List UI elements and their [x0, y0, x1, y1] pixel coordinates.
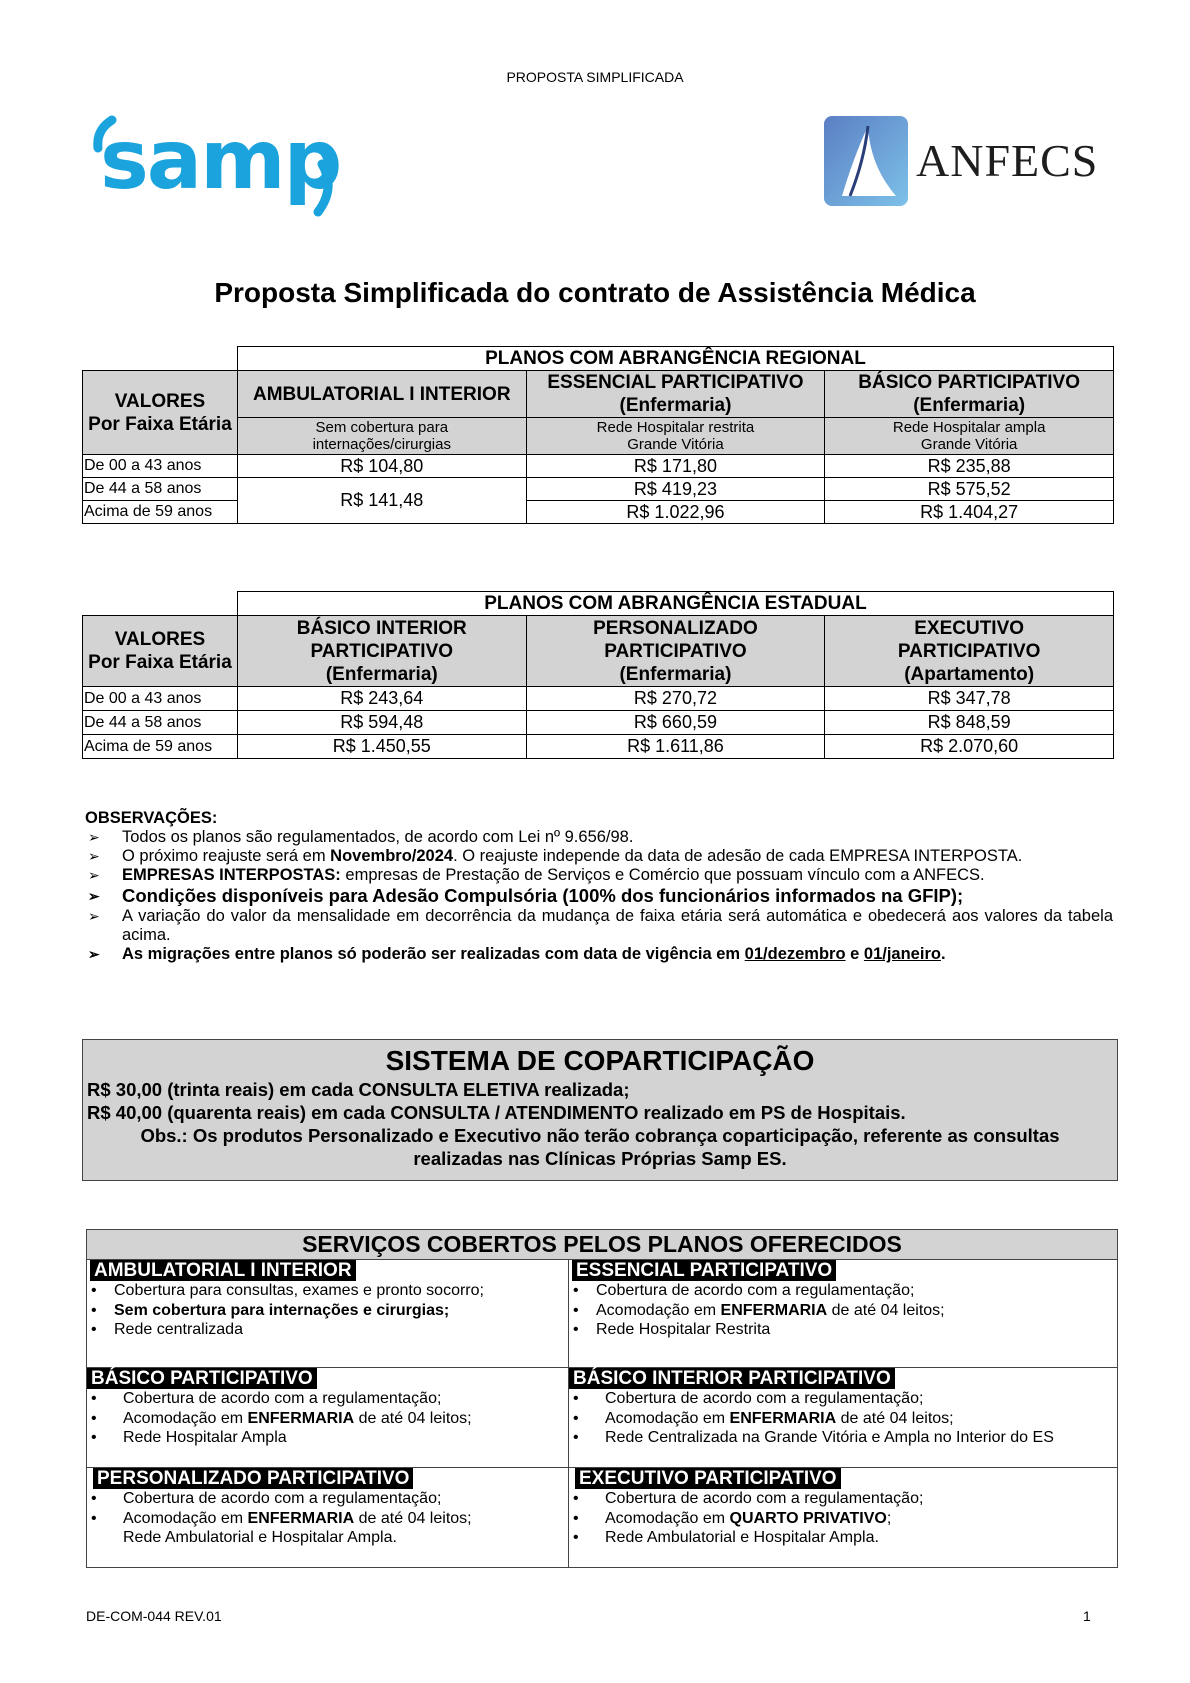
list-item: • Acomodação em ENFERMARIA de até 04 leitos;	[573, 1301, 945, 1319]
list-item: • Cobertura de acordo com a regulamentação;	[573, 1490, 924, 1507]
regional-table-title: PLANOS COM ABRANGÊNCIA REGIONAL	[237, 347, 1113, 371]
service-executivo: EXECUTIVO PARTICIPATIVO • Cobertura de acordo com a regulamentação; • Acomodação em QUARTO PRIVATIVO; • Rede Ambulatorial e Hospitalar Ampla.	[569, 1467, 1117, 1567]
plan-header-basico-interior: BÁSICO INTERIOR PARTICIPATIVO (Enfermaria)	[237, 616, 526, 687]
obs-item: ➢ A variação do valor da mensalidade em decorrência da mudança de faixa etária será automática e obedecerá aos valores da tabela acima.	[88, 907, 1113, 944]
obs-item: ➢ EMPRESAS INTERPOSTAS: empresas de Prestação de Serviços e Comércio que possuam vínculo com a ANFECS.	[88, 866, 985, 884]
service-basico: BÁSICO PARTICIPATIVO • Cobertura de acordo com a regulamentação; • Acomodação em ENFERMARIA de até 04 leitos; • Rede Hospitalar Ampla	[87, 1367, 569, 1467]
list-item: Rede Ambulatorial e Hospitalar Ampla.	[123, 1529, 397, 1546]
samp-wordmark: samp	[100, 113, 341, 208]
list-item: • Acomodação em ENFERMARIA de até 04 leitos;	[573, 1409, 954, 1427]
table-row: Acima de 59 anos R$ 1.022,96 R$ 1.404,27	[83, 501, 1114, 524]
list-item: • Sem cobertura para internações e cirurgias;	[91, 1301, 450, 1319]
plan-header-ambulatorial: AMBULATORIAL I INTERIOR	[237, 371, 526, 418]
table-row: Acima de 59 anos R$ 1.450,55 R$ 1.611,86 R$ 2.070,60	[83, 735, 1114, 759]
dot-bullet-icon: •	[573, 1390, 579, 1407]
list-item: • Acomodação em ENFERMARIA de até 04 leitos;	[91, 1509, 472, 1527]
arrow-bullet-icon: ➢	[88, 888, 100, 904]
plan-sub-ambulatorial: Sem cobertura para internações/cirurgias	[237, 418, 526, 455]
dot-bullet-icon: •	[91, 1429, 97, 1446]
table-row: De 00 a 43 anos R$ 104,80 R$ 171,80 R$ 235,88	[83, 455, 1114, 478]
list-item: • Cobertura de acordo com a regulamentação;	[573, 1390, 924, 1407]
arrow-bullet-icon: ➢	[88, 867, 100, 883]
dot-bullet-icon: •	[91, 1490, 97, 1507]
list-item: • Rede Hospitalar Ampla	[91, 1429, 287, 1446]
main-title: Proposta Simplificada do contrato de Assistência Médica	[214, 277, 976, 308]
arrow-bullet-icon: ➢	[88, 908, 100, 924]
anfecs-emblem-icon	[824, 116, 908, 206]
list-item: • Rede Ambulatorial e Hospitalar Ampla.	[573, 1529, 879, 1546]
dot-bullet-icon: •	[91, 1509, 97, 1527]
observacoes-title: OBSERVAÇÕES:	[85, 809, 218, 827]
plan-header-personalizado: PERSONALIZADO PARTICIPATIVO (Enfermaria)	[526, 616, 825, 687]
observacoes-section	[85, 809, 1113, 964]
dot-bullet-icon: •	[573, 1509, 579, 1527]
obs-item: ➢ Todos os planos são regulamentados, de acordo com Lei nº 9.656/98.	[88, 828, 634, 846]
regional-plans-table	[82, 346, 1114, 524]
dot-bullet-icon: •	[91, 1409, 97, 1427]
table-row: De 00 a 43 anos R$ 243,64 R$ 270,72 R$ 347,78	[83, 687, 1114, 711]
obs-item: ➢ As migrações entre planos só poderão ser realizadas com data de vigência em 01/dezembro e 01/janeiro.	[88, 945, 946, 963]
arrow-bullet-icon: ➢	[88, 848, 100, 864]
anfecs-logo	[824, 116, 1110, 206]
copart-obs: Obs.: Os produtos Personalizado e Executivo não terão cobrança coparticipação, referente as consultas realizadas nas Clínicas Próprias Samp ES.	[140, 1125, 1060, 1169]
plan-sub-basico: Rede Hospitalar ampla Grande Vitória	[825, 418, 1114, 455]
coparticipacao-box	[82, 1039, 1118, 1181]
servicos-title: SERVIÇOS COBERTOS PELOS PLANOS OFERECIDOS	[87, 1230, 1117, 1260]
table-row: De 44 a 58 anos R$ 594,48 R$ 660,59 R$ 848,59	[83, 711, 1114, 735]
service-basico-interior: BÁSICO INTERIOR PARTICIPATIVO • Cobertura de acordo com a regulamentação; • Acomodação em ENFERMARIA de até 04 leitos; • Rede Centralizada na Grande Vitória e Ampla no Interior do ES	[569, 1367, 1117, 1467]
service-essencial: ESSENCIAL PARTICIPATIVO • Cobertura de acordo com a regulamentação; • Acomodação em ENFERMARIA de até 04 leitos; • Rede Hospitalar Restrita	[569, 1260, 1117, 1367]
page-number: 1	[1083, 1608, 1091, 1624]
service-personalizado: PERSONALIZADO PARTICIPATIVO • Cobertura de acordo com a regulamentação; • Acomodação em ENFERMARIA de até 04 leitos; Rede Ambulatorial e Hospitalar Ampla.	[87, 1467, 569, 1567]
list-item: • Cobertura de acordo com a regulamentação;	[91, 1390, 442, 1407]
dot-bullet-icon: •	[573, 1429, 579, 1446]
list-item: • Acomodação em QUARTO PRIVATIVO;	[573, 1509, 892, 1527]
plan-header-essencial: ESSENCIAL PARTICIPATIVO (Enfermaria)	[526, 371, 825, 418]
list-item: • Rede Centralizada na Grande Vitória e Ampla no Interior do ES	[573, 1429, 1054, 1446]
dot-bullet-icon: •	[573, 1321, 579, 1338]
obs-item: ➢ O próximo reajuste será em Novembro/2024. O reajuste independe da data de adesão de cada EMPRESA INTERPOSTA.	[88, 847, 1023, 865]
copart-line: R$ 30,00 (trinta reais) em cada CONSULTA ELETIVA realizada;	[87, 1079, 630, 1100]
servicos-section	[86, 1229, 1118, 1568]
list-item: • Rede centralizada	[91, 1321, 243, 1338]
list-item: • Cobertura para consultas, exames e pronto socorro;	[91, 1282, 484, 1299]
dot-bullet-icon: •	[573, 1409, 579, 1427]
service-ambulatorial: AMBULATORIAL I INTERIOR • Cobertura para consultas, exames e pronto socorro; • Sem cobertura para internações e cirurgias; • Rede centralizada	[87, 1260, 569, 1367]
document-header: PROPOSTA SIMPLIFICADA	[506, 69, 684, 85]
list-item: • Acomodação em ENFERMARIA de até 04 leitos;	[91, 1409, 472, 1427]
coparticipacao-title: SISTEMA DE COPARTICIPAÇÃO	[385, 1045, 815, 1076]
dot-bullet-icon: •	[573, 1282, 579, 1299]
anfecs-wordmark: ANFECS	[916, 135, 1099, 186]
obs-item: ➢ Condições disponíveis para Adesão Compulsória (100% dos funcionários informados na GFIP);	[88, 885, 964, 906]
dot-bullet-icon: •	[91, 1390, 97, 1407]
values-label: VALORES Por Faixa Etária	[83, 616, 238, 687]
copart-line: R$ 40,00 (quarenta reais) em cada CONSULTA / ATENDIMENTO realizado em PS de Hospitais.	[87, 1102, 906, 1123]
dot-bullet-icon: •	[573, 1301, 579, 1319]
list-item: • Cobertura de acordo com a regulamentação;	[573, 1282, 915, 1299]
list-item: • Cobertura de acordo com a regulamentação;	[91, 1490, 442, 1507]
dot-bullet-icon: •	[91, 1282, 97, 1299]
plan-header-basico: BÁSICO PARTICIPATIVO (Enfermaria)	[825, 371, 1114, 418]
dot-bullet-icon: •	[91, 1301, 97, 1319]
dot-bullet-icon: •	[91, 1321, 97, 1338]
plan-sub-essencial: Rede Hospitalar restrita Grande Vitória	[526, 418, 825, 455]
values-label: VALORES Por Faixa Etária	[83, 371, 238, 455]
arrow-bullet-icon: ➢	[88, 946, 100, 962]
document-code: DE-COM-044 REV.01	[86, 1608, 222, 1624]
table-row: De 44 a 58 anos R$ 141,48 R$ 419,23 R$ 575,52	[83, 478, 1114, 501]
plan-header-executivo: EXECUTIVO PARTICIPATIVO (Apartamento)	[825, 616, 1114, 687]
estadual-plans-table	[82, 591, 1114, 759]
list-item: • Rede Hospitalar Restrita	[573, 1321, 771, 1338]
estadual-table-title: PLANOS COM ABRANGÊNCIA ESTADUAL	[237, 592, 1113, 616]
dot-bullet-icon: •	[573, 1490, 579, 1507]
arrow-bullet-icon: ➢	[88, 829, 100, 845]
dot-bullet-icon: •	[573, 1529, 579, 1546]
